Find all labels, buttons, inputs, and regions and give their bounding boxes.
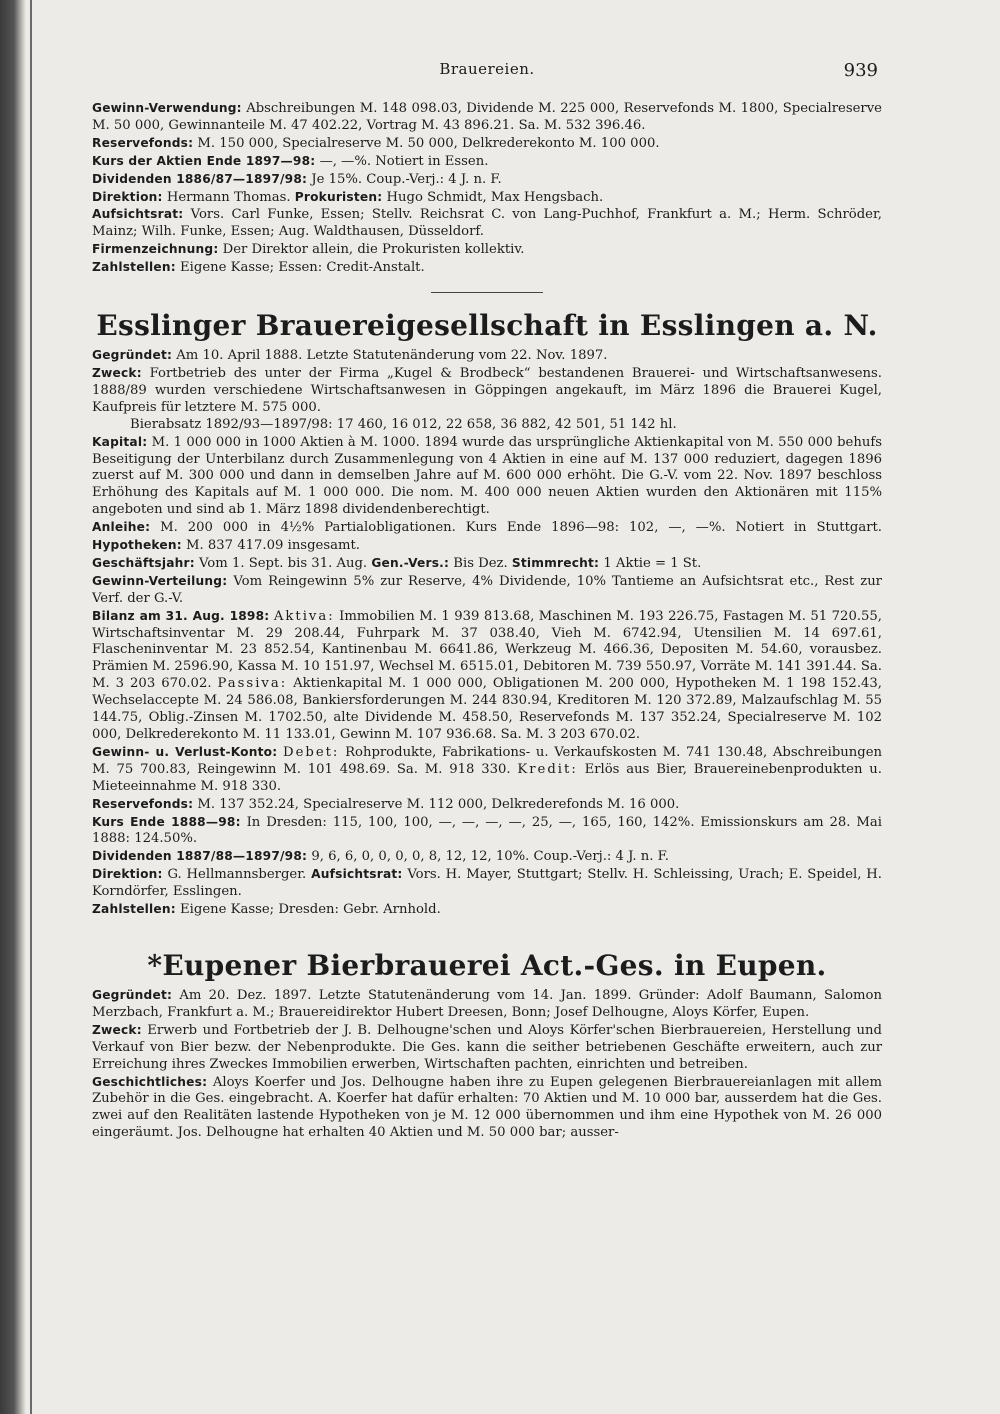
- company-title-esslinger: Esslinger Brauereigesellschaft in Esslingen a. N.: [96, 309, 878, 343]
- entry-text: G. Hellmannsberger.: [167, 867, 307, 883]
- esslinger-bierabsatz: Bierabsatz 1892/93—1897/98: 17 460, 16 012, 22 658, 36 882, 42 501, 51 142 hl.: [130, 416, 677, 432]
- entry-label: Gen.-Vers.:: [371, 555, 450, 570]
- kredit-label: Kredit:: [517, 761, 578, 777]
- entry-text: Fortbetrieb des unter der Firma „Kugel & Brodbeck“ bestandenen Brauerei- und Wirtschaftsanwesens. 1888/89 wurden verschiedene Wirtschaftsanwesen in Göppingen angekauft, im März 1896 die Brauerei Kugel, Kaufpreis für letztere M. 575 000.: [92, 365, 882, 415]
- entry-text: Eigene Kasse; Essen: Credit-Anstalt.: [180, 260, 425, 276]
- entry-text: Der Direktor allein, die Prokuristen kollektiv.: [222, 242, 525, 258]
- entry-text: Am 20. Dez. 1897. Letzte Statutenänderung vom 14. Jan. 1899. Gründer: Adolf Baumann, Salomon Merzbach, Frankfurt a. M.; Brauereidirektor Hubert Dreesen, Bonn; Josef Delhougne, Aloys Körfer, Eupen.: [92, 987, 882, 1020]
- entry-label: Bilanz am 31. Aug. 1898:: [92, 608, 270, 623]
- page-header: [92, 60, 882, 84]
- section-divider: [431, 292, 543, 293]
- entry-label: Geschäftsjahr:: [92, 555, 195, 570]
- eupener-zweck: [92, 1022, 882, 1074]
- entry-text: Am 10. April 1888. Letzte Statutenänderung vom 22. Nov. 1897.: [176, 348, 608, 364]
- entry-label: Geschichtliches:: [92, 1074, 208, 1089]
- entry-text: —, —%. Notiert in Essen.: [319, 153, 489, 169]
- entry-label: Firmenzeichnung:: [92, 242, 219, 257]
- esslinger-zweck: [92, 365, 882, 417]
- eupener-geschichtliches: [92, 1074, 882, 1143]
- entry-label: Prokuristen:: [294, 189, 383, 204]
- entry-text: M. 137 352.24, Specialreserve M. 112 000, Delkrederefonds M. 16 000.: [197, 796, 680, 812]
- entry-label: Dividenden 1887/88—1897/98:: [92, 849, 308, 864]
- entry-text: 9, 6, 6, 0, 0, 0, 0, 8, 12, 12, 10%. Coup.-Verj.: 4 J. n. F.: [311, 849, 669, 865]
- entry-label: Direktion:: [92, 189, 163, 204]
- page-binding-edge: [0, 0, 26, 1414]
- entry-label: Gegründet:: [92, 348, 173, 363]
- entry-text: Hermann Thomas.: [166, 189, 291, 205]
- entry-text: M. 837 417.09 insgesamt.: [186, 538, 360, 554]
- esslinger-reservefonds: [92, 796, 882, 814]
- entry-text: Abschreibungen M. 148 098.03, Dividende M. 225 000, Reservefonds M. 1800, Specialreserve M. 50 000, Gewinnanteile M. 47 402.22, Vortrag M. 43 896.21. Sa. M. 532 396.46.: [92, 101, 882, 133]
- esslinger-dividenden: [92, 848, 882, 866]
- page-number: 939: [843, 60, 878, 81]
- running-title: Brauereien.: [439, 60, 535, 78]
- entry-label: Kapital:: [92, 434, 148, 449]
- entry-label: Kurs Ende 1888—98:: [92, 814, 241, 829]
- debet-label: Debet:: [283, 744, 340, 760]
- entry-label: Zweck:: [92, 1022, 142, 1037]
- company-title-eupener: *Eupener Bierbrauerei Act.-Ges. in Eupen.: [147, 948, 827, 982]
- esslinger-geschaeftsjahr: [92, 555, 882, 573]
- esslinger-zahlstellen: [92, 901, 882, 919]
- entry-text: Vors. Carl Funke, Essen; Stellv. Reichsrat C. von Lang-Puchhof, Frankfurt a. M.; Herm. Schröder, Mainz; Wilh. Funke, Essen; Aug. Waldthausen, Düsseldorf.: [92, 207, 882, 240]
- prev-zahlstellen: [92, 259, 882, 277]
- prev-reservefonds: [92, 135, 882, 153]
- prev-direktion: [92, 189, 882, 207]
- esslinger-kapital: [92, 434, 882, 520]
- esslinger-gewinn-verteilung: [92, 573, 882, 608]
- aktiva-label: Aktiva:: [273, 608, 335, 624]
- entry-text: Eigene Kasse; Dresden: Gebr. Arnhold.: [180, 902, 441, 918]
- entry-label: Aufsichtsrat:: [311, 867, 403, 882]
- prev-dividenden: [92, 171, 882, 189]
- entry-text: In Dresden: 115, 100, 100, —, —, —, —, 25, —, 165, 160, 142%. Emissionskurs am 28. Mai 1888: 124.50%.: [92, 814, 882, 847]
- entry-text: Bis Dez.: [453, 555, 508, 571]
- entry-text: Erwerb und Fortbetrieb der J. B. Delhougne'schen und Aloys Körfer'schen Bierbrauereien, Herstellung und Verkauf von Bier bezw. der Nebenprodukte. Die Ges. kann die seither betriebenen Geschäfte erweitern, auch zur Erreichung ihres Zweckes Immobilien erwerben, Wirtschaften pachten, einrichten und betreiben.: [92, 1022, 882, 1072]
- esslinger-anleihe: [92, 519, 882, 555]
- entry-label: Gewinn-Verteilung:: [92, 573, 228, 588]
- entry-label: Gegründet:: [92, 987, 173, 1002]
- entry-label: Gewinn-Verwendung:: [92, 101, 242, 115]
- entry-text: Hugo Schmidt, Max Hengsbach.: [386, 189, 604, 205]
- prev-gewinn-verwendung: [92, 100, 882, 135]
- aktiva-text: Immobilien M. 1 939 813.68, Maschinen M. 193 226.75, Fastagen M. 51 720.55, Wirtschaftsinventar M. 29 208.44, Fuhrpark M. 37 038.40, Vieh M. 6742.94, Utensilien M. 14 697.61, Flascheninventar M. 23 852.54, Kantinenbau M. 6641.86, Werkzeug M. 466.36, Depositen M. 54.60, vorausbez. Prämien M. 2596.90, Kassa M. 10 151.97, Wechsel M. 6515.01, Debitoren M. 739 550.97, Vorräte M. 141 391.44. Sa. M. 3 203 670.02.: [92, 608, 882, 692]
- esslinger-direktion: [92, 866, 882, 901]
- entry-text: Vom 1. Sept. bis 31. Aug.: [199, 555, 368, 571]
- entry-label: Reservefonds:: [92, 796, 194, 811]
- esslinger-kurs: [92, 814, 882, 849]
- entry-text: Vors. H. Mayer, Stuttgart; Stellv. H. Schleissing, Urach; E. Speidel, H. Korndörfer, Esslingen.: [92, 867, 882, 900]
- entry-label: Anleihe:: [92, 520, 151, 535]
- passiva-label: Passiva:: [217, 676, 288, 692]
- entry-text: M. 1 000 000 in 1000 Aktien à M. 1000. 1894 wurde das ursprüngliche Aktienkapital von M. 550 000 behufs Beseitigung der Unterbilanz durch Zusammenlegung von 4 Aktien in eine auf M. 137 000 reduziert, dagegen 1896 zuerst auf M. 300 000 und dann in demselben Jahre auf M. 600 000 erhöht. Die G.-V. vom 22. Nov. 1897 beschloss Erhöhung des Kapitals auf M. 1 000 000. Die nom. M. 400 000 neuen Aktien wurden den Aktionären mit 115% angeboten und sind ab 1. März 1898 dividendenberechtigt.: [92, 434, 882, 518]
- entry-text: Aloys Koerfer und Jos. Delhougne haben ihre zu Eupen gelegenen Bierbrauereianlagen mit allem Zubehör in die Ges. eingebracht. A. Koerfer hat dafür erhalten: 70 Aktien und M. 10 000 bar, ausserdem hat die Ges. zwei auf den Realitäten lastende Hypotheken von je M. 12 000 übernommen und ihm eine Hypothek von M. 26 000 eingeräumt. Jos. Delhougne hat erhalten 40 Aktien und M. 50 000 bar; ausser-: [92, 1074, 882, 1141]
- entry-label: Zahlstellen:: [92, 902, 176, 917]
- esslinger-bilanz: [92, 608, 882, 744]
- entry-text: 1 Aktie = 1 St.: [603, 555, 702, 571]
- eupener-gegruendet: [92, 987, 882, 1022]
- prev-firmenzeichnung: [92, 241, 882, 259]
- entry-label: Direktion:: [92, 867, 163, 882]
- entry-label: Stimmrecht:: [511, 555, 600, 570]
- entry-label: Kurs der Aktien Ende 1897—98:: [92, 153, 316, 168]
- prev-aufsichtsrat: [92, 206, 882, 241]
- esslinger-gv-konto: [92, 744, 882, 796]
- entry-label: Gewinn- u. Verlust-Konto:: [92, 744, 278, 759]
- esslinger-gegruendet: [92, 347, 882, 365]
- entry-text: Vom Reingewinn 5% zur Reserve, 4% Dividende, 10% Tantieme an Aufsichtsrat etc., Rest zur Verf. der G.-V.: [92, 573, 882, 606]
- page-content: [92, 100, 882, 1142]
- entry-label: Dividenden 1886/87—1897/98:: [92, 171, 308, 186]
- entry-label: Zahlstellen:: [92, 260, 176, 275]
- entry-text: Je 15%. Coup.-Verj.: 4 J. n. F.: [311, 171, 502, 187]
- entry-text: M. 200 000 in 4½% Partialobligationen. Kurs Ende 1896—98: 102, —, —%. Notiert in Stuttgart.: [160, 520, 882, 536]
- kredit-text: Erlös aus Bier, Brauereinebenprodukten u. Mieteeinnahme M. 918 330.: [92, 761, 882, 794]
- prev-kurs: [92, 153, 882, 171]
- passiva-text: Aktienkapital M. 1 000 000, Obligationen M. 200 000, Hypotheken M. 1 198 152.43, Wechselaccepte M. 24 586.08, Bankiersforderungen M. 244 830.94, Kreditoren M. 120 372.89, Malzaufschlag M. 55 144.75, Oblig.-Zinsen M. 1702.50, alte Dividende M. 458.50, Reservefonds M. 137 352.24, Specialreserve M. 102 000, Delkrederekonto M. 11 133.01, Gewinn M. 107 936.68. Sa. M. 3 203 670.02.: [92, 676, 882, 742]
- entry-label: Hypotheken:: [92, 538, 182, 553]
- debet-text: Rohprodukte, Fabrikations- u. Verkaufskosten M. 741 130.48, Abschreibungen M. 75 700.83, Reingewinn M. 101 498.69. Sa. M. 918 330.: [92, 744, 882, 777]
- entry-label: Reservefonds:: [92, 135, 194, 150]
- entry-text: M. 150 000, Specialreserve M. 50 000, Delkrederekonto M. 100 000.: [197, 135, 660, 151]
- entry-label: Aufsichtsrat:: [92, 207, 184, 222]
- entry-label: Zweck:: [92, 365, 142, 380]
